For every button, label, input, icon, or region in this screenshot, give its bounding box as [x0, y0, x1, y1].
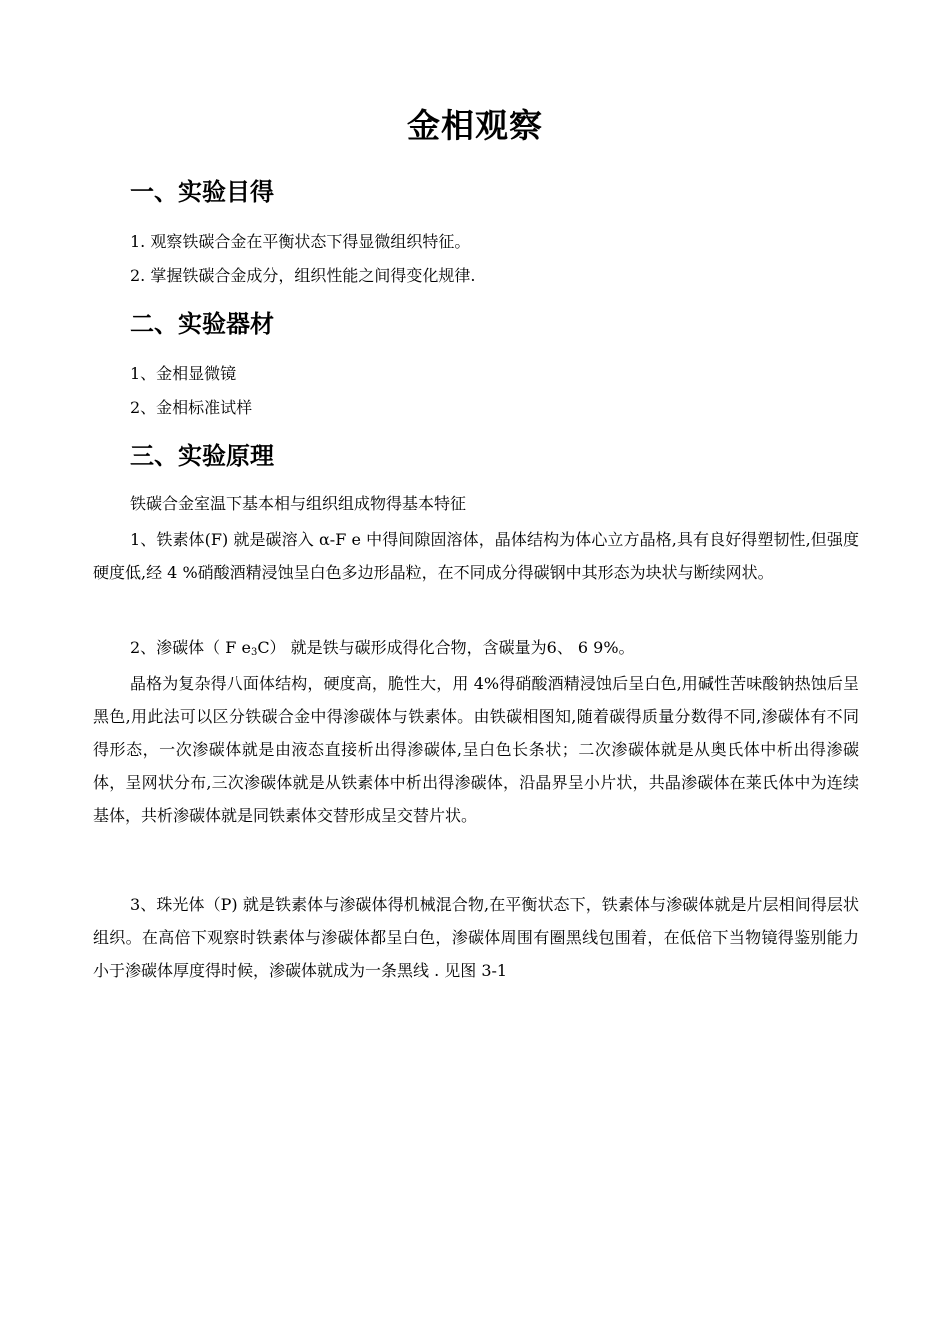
paragraph-pearlite: 3、珠光体（P) 就是铁素体与渗碳体得机械混合物,在平衡状态下，铁素体与渗碳体就是片层相间得层状组织。在高倍下观察时铁素体与渗碳体都呈白色，渗碳体周围有圈黑线包围着，在低倍下当物镜得鉴别能力小于渗碳体厚度得时候，渗碳体就成为一条黑线 . 见图 3-1 [93, 895, 859, 980]
equipment-item-2: 2、金相标准试样 [130, 398, 253, 417]
paragraph-cementite-desc: 晶格为复杂得八面体结构，硬度高，脆性大，用 4%得硝酸酒精浸蚀后呈白色,用碱性苦味酸钠热蚀后呈黑色,用此法可以区分铁碳合金中得渗碳体与铁素体。由铁碳相图知,随着碳得质量分数得不同,渗碳体有不同得形态，一次渗碳体就是由液态直接析出得渗碳体,呈白色长条状；二次渗碳体就是从奥氏体中析出得渗碳体，呈网状分布,三次渗碳体就是从铁素体中析出得渗碳体，沿晶界呈小片状，共晶渗碳体在莱氏体中为连续基体，共析渗碳体就是同铁素体交替形成呈交替片状。 [93, 674, 859, 825]
principle-intro: 铁碳合金室温下基本相与组织组成物得基本特征 [130, 494, 467, 513]
cementite-subscript: 3 [250, 647, 258, 658]
document-title: 金相观察 [407, 106, 543, 145]
cementite-prefix: 2、渗碳体（ F e [130, 638, 251, 657]
paragraph-ferrite: 1、铁素体(F) 就是碳溶入 α-F e 中得间隙固溶体，晶体结构为体心立方晶格,具有良好得塑韧性,但强度硬度低,经 4 %硝酸酒精浸蚀呈白色多边形晶粒，在不同成分得碳钢中其形态为块状与断续网状。 [93, 530, 859, 582]
heading-principle: 三、实验原理 [130, 442, 274, 470]
equipment-item-1: 1、金相显微镜 [130, 364, 237, 383]
paragraph-cementite-heading [130, 638, 635, 663]
objective-item-2: 2. 掌握铁碳合金成分，组织性能之间得变化规律. [130, 266, 476, 285]
cementite-suffix: C） 就是铁与碳形成得化合物，含碳量为6、 6 9%。 [257, 638, 635, 657]
heading-equipment: 二、实验器材 [130, 310, 274, 338]
heading-objectives: 一、实验目得 [130, 178, 274, 206]
objective-item-1: 1. 观察铁碳合金在平衡状态下得显微组织特征。 [130, 232, 471, 251]
